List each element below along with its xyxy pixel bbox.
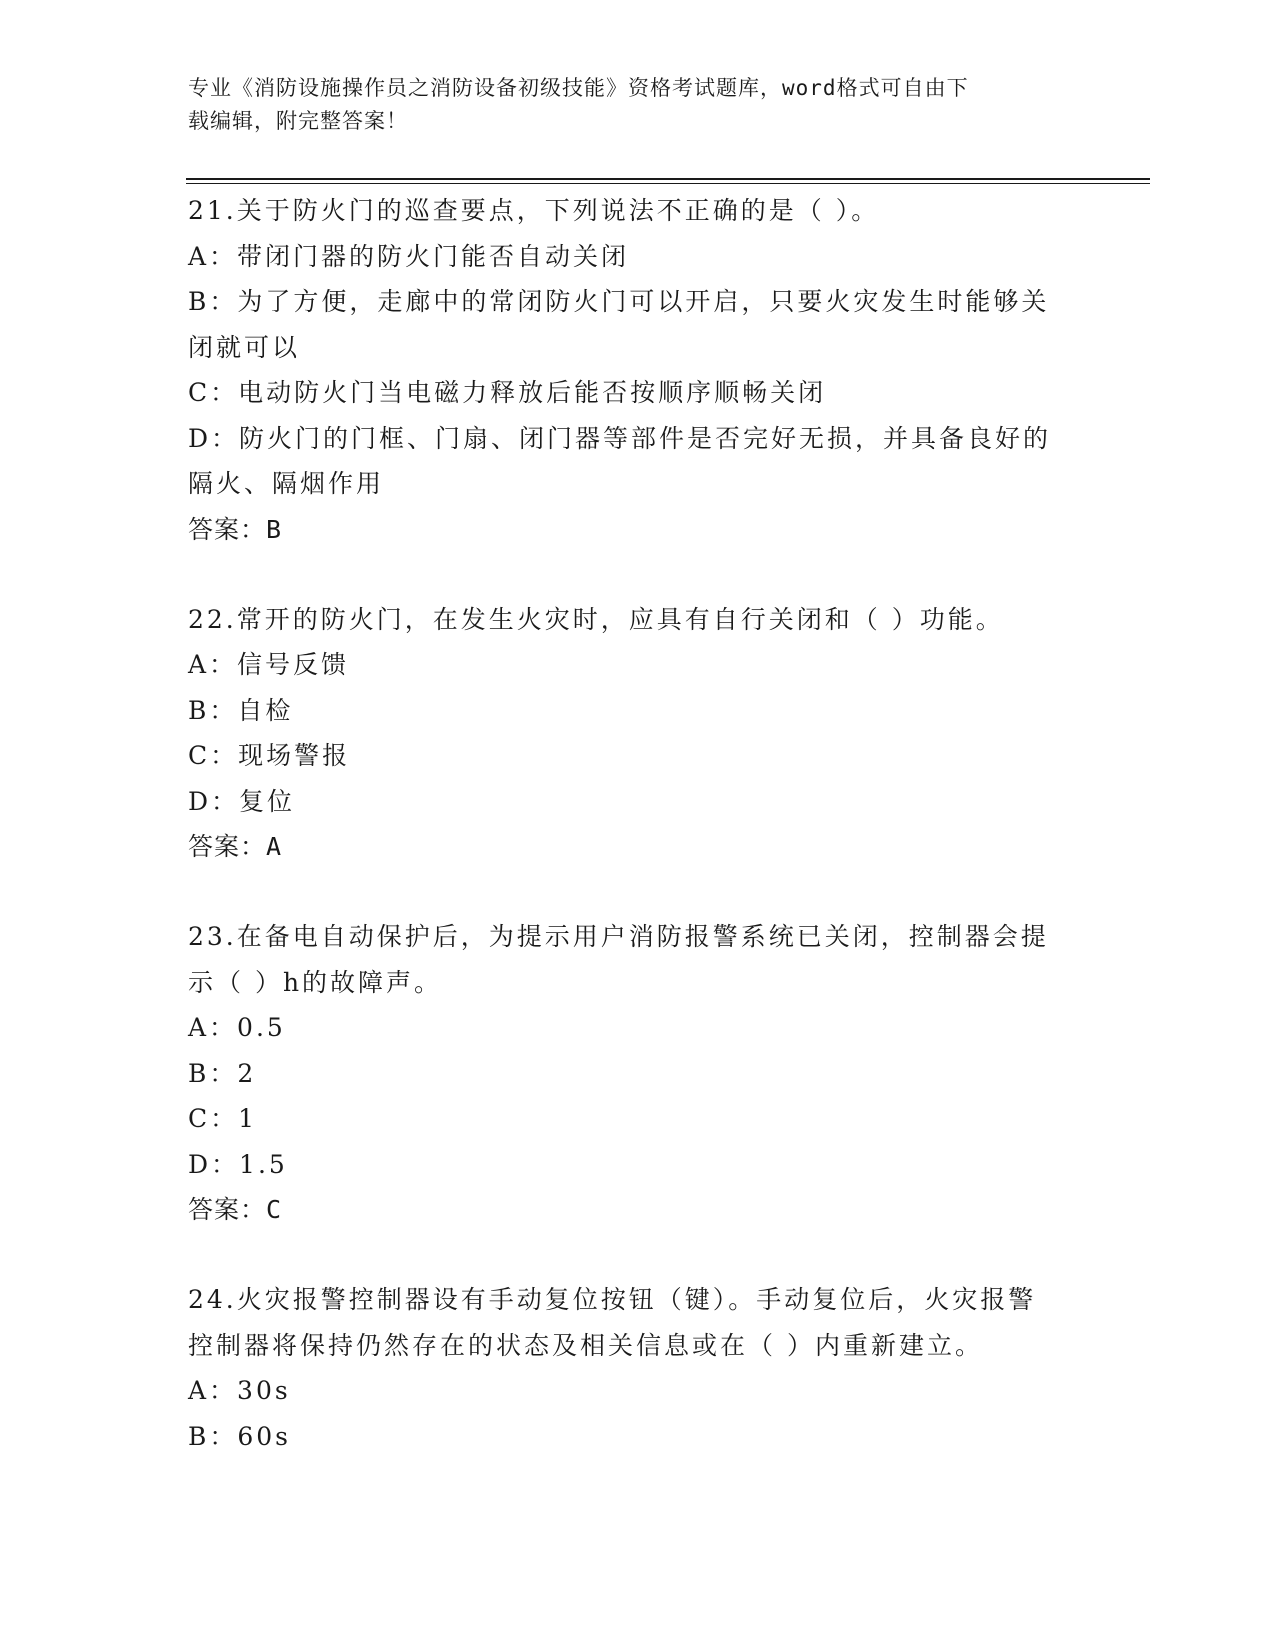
question-stem: 22.常开的防火门，在发生火灾时，应具有自行关闭和（ ）功能。	[188, 604, 1004, 634]
document-header	[188, 72, 1068, 138]
option-c: C：现场警报	[188, 741, 351, 770]
question-stem-continued: 控制器将保持仍然存在的状态及相关信息或在（ ）内重新建立。	[188, 1330, 983, 1360]
option-d: D：防火门的门框、门扇、闭门器等部件是否完好无损，并具备良好的	[188, 423, 1052, 453]
option-d: D：复位	[188, 786, 296, 816]
question-stem: 24.火灾报警控制器设有手动复位按钮（键）。手动复位后，火灾报警	[188, 1285, 1037, 1314]
option-b: B：2	[188, 1058, 257, 1088]
option-b-continued: 闭就可以	[188, 332, 301, 362]
question-stem-continued: 示（ ）h的故障声。	[188, 967, 443, 997]
question-21	[188, 188, 1088, 553]
option-b: B：自检	[188, 695, 294, 725]
option-a: A：0.5	[188, 1013, 286, 1042]
question-23	[188, 914, 1088, 1233]
option-d: D：1.5	[188, 1149, 288, 1179]
option-a: A：信号反馈	[188, 650, 350, 679]
option-b: B：为了方便，走廊中的常闭防火门可以开启，只要火灾发生时能够关	[188, 287, 1050, 316]
option-c: C：1	[188, 1104, 258, 1133]
question-gap	[188, 553, 1088, 597]
question-24	[188, 1277, 1088, 1459]
answer: 答案：A	[188, 832, 283, 861]
question-stem: 23.在备电自动保护后，为提示用户消防报警系统已关闭，控制器会提	[188, 922, 1049, 951]
header-rule-thick	[186, 178, 1150, 180]
question-gap	[188, 1233, 1088, 1277]
option-b: B：60s	[188, 1421, 292, 1451]
option-a: A：带闭门器的防火门能否自动关闭	[188, 241, 630, 271]
question-list	[188, 188, 1088, 1459]
question-stem: 21.关于防火门的巡查要点，下列说法不正确的是（ ）。	[188, 196, 880, 225]
answer: 答案：B	[188, 514, 283, 544]
header-rule-thin	[186, 183, 1150, 184]
option-c: C：电动防火门当电磁力释放后能否按顺序顺畅关闭	[188, 378, 827, 407]
option-a: A：30s	[188, 1376, 291, 1405]
question-22	[188, 597, 1088, 871]
header-line-2: 载编辑，附完整答案！	[188, 109, 408, 133]
question-gap	[188, 870, 1088, 914]
answer: 答案：C	[188, 1195, 283, 1224]
header-line-1: 专业《消防设施操作员之消防设备初级技能》资格考试题库，word格式可自由下	[188, 76, 969, 100]
option-d-continued: 隔火、隔烟作用	[188, 469, 385, 498]
